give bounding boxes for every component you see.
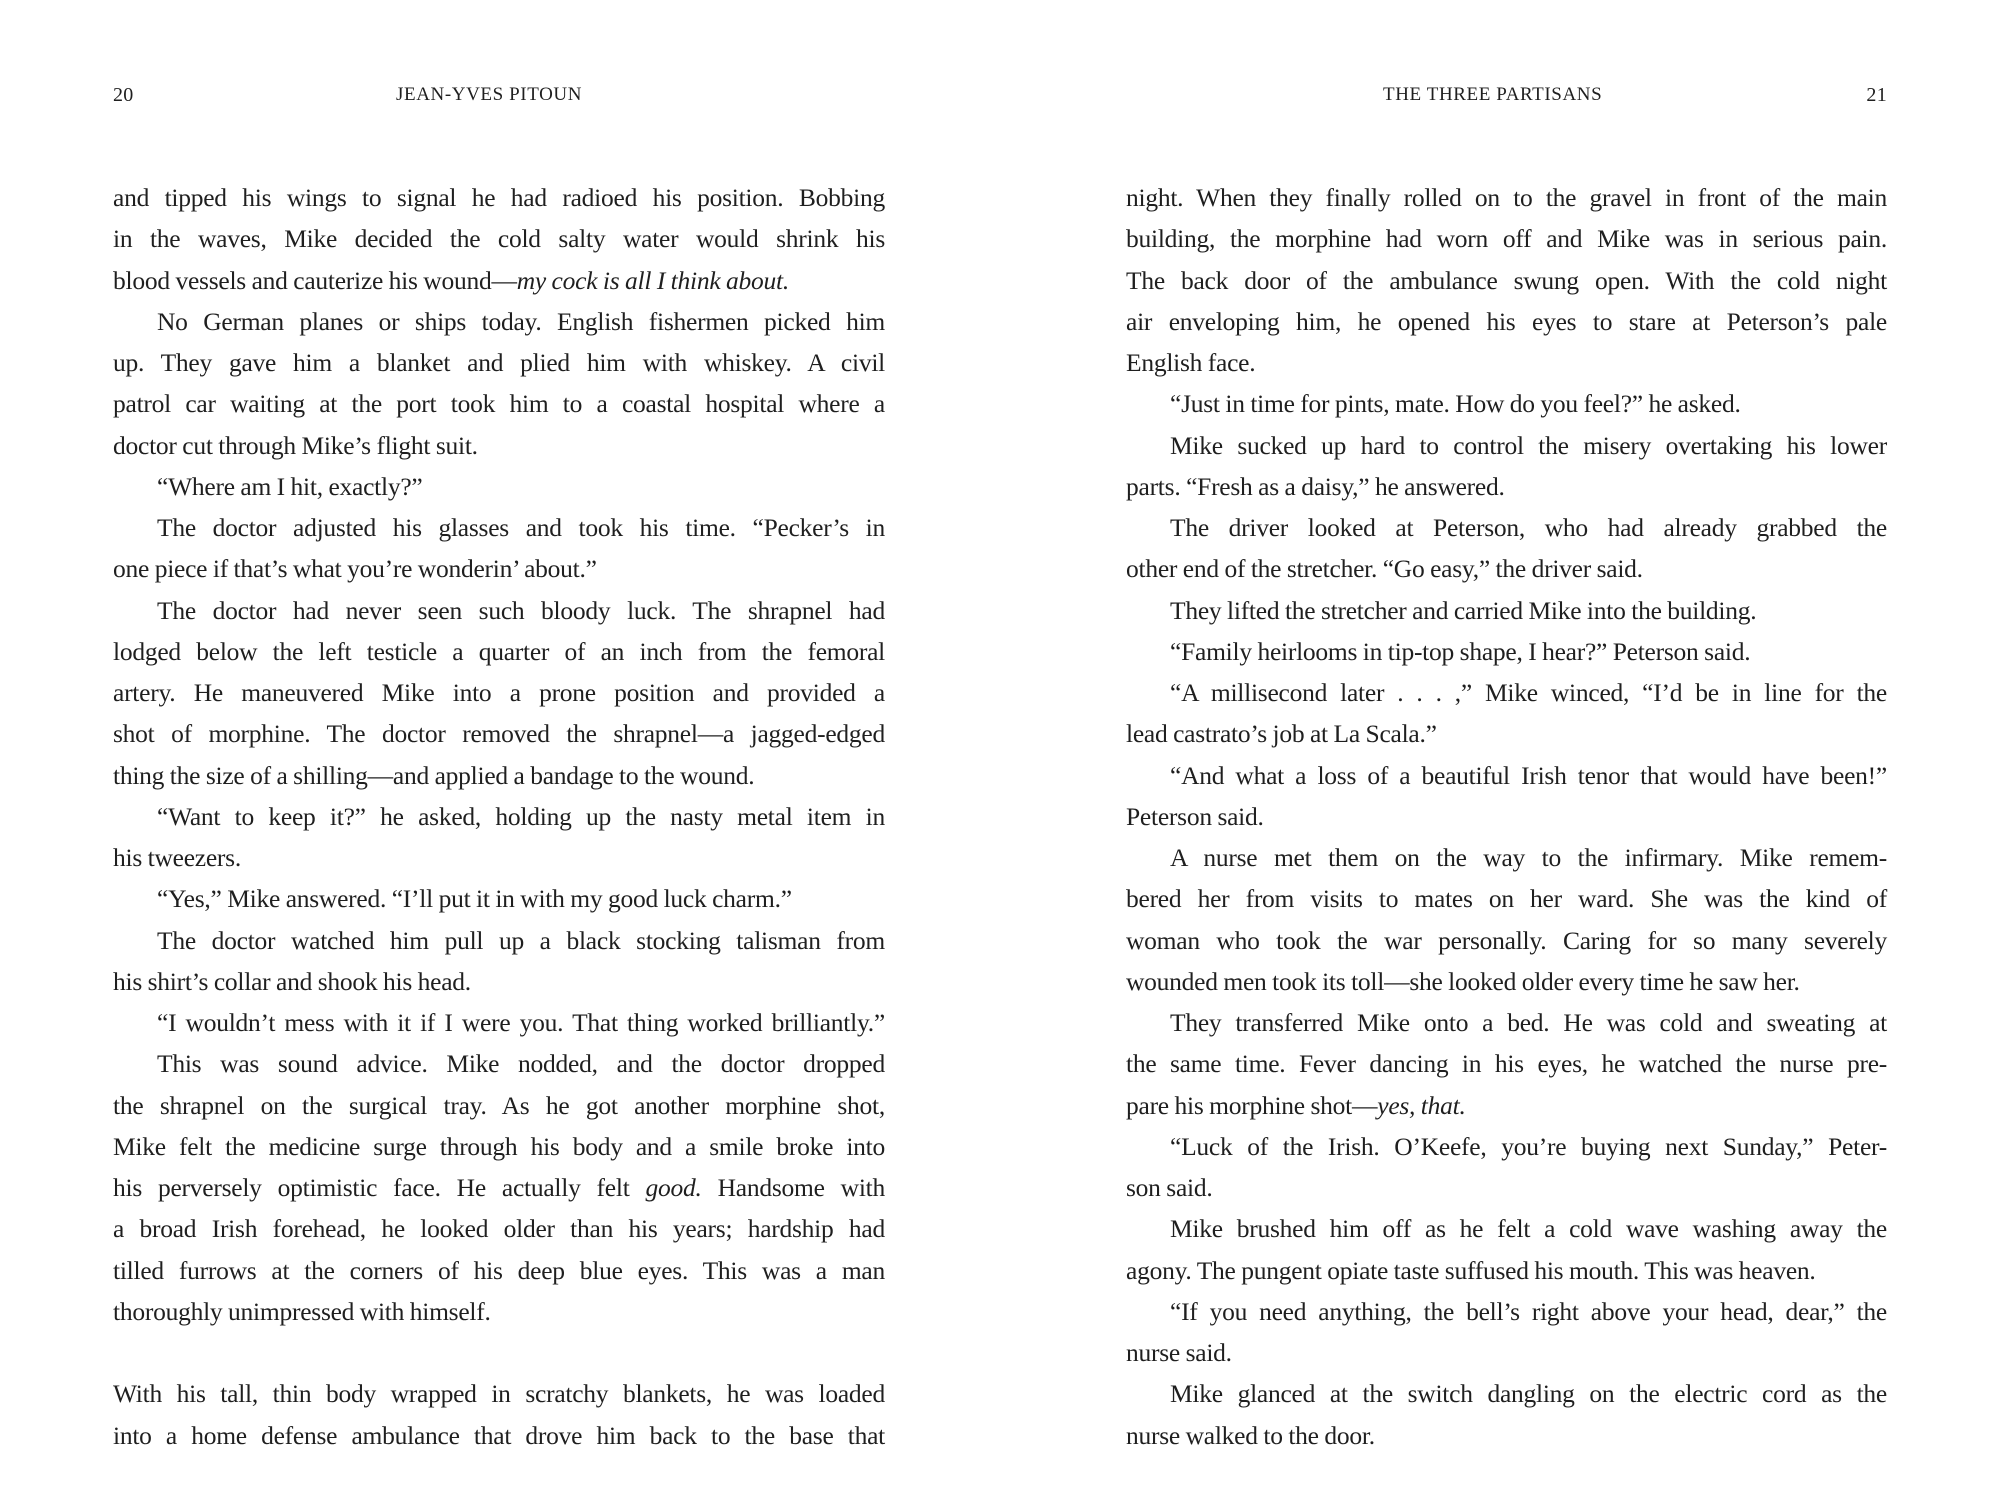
text-line xyxy=(113,1002,885,1043)
text-segment: “Family heirlooms in tip-top shape, I hear?” Peterson said. xyxy=(1170,636,1751,666)
text-line xyxy=(1126,507,1887,548)
text-segment: Mike brushed him off as he felt a cold wave washing away the xyxy=(1170,1214,1887,1244)
text-line xyxy=(113,713,885,754)
text-line xyxy=(1126,1043,1887,1084)
text-line xyxy=(1126,1415,1887,1456)
text-segment: thing the size of a shilling—and applied a bandage to the wound. xyxy=(113,760,755,790)
text-segment: The back door of the ambulance swung open. With the cold night xyxy=(1126,265,1887,295)
text-segment: Handsome with xyxy=(701,1173,885,1202)
text-segment: “Luck of the Irish. O’Keefe, you’re buying next Sunday,” Peter- xyxy=(1170,1131,1887,1161)
text-line xyxy=(113,1085,885,1126)
text-line xyxy=(113,920,885,961)
text-line xyxy=(113,425,885,466)
text-line xyxy=(1126,1208,1887,1249)
text-line xyxy=(113,1167,885,1208)
text-segment: wounded men took its toll—she looked older every time he saw her. xyxy=(1126,966,1800,996)
text-line xyxy=(1126,631,1887,672)
text-line xyxy=(1126,1002,1887,1043)
text-line xyxy=(113,260,885,301)
text-line xyxy=(113,548,885,589)
text-segment: They transferred Mike onto a bed. He was cold and sweating at xyxy=(1170,1008,1887,1037)
italic-text: good. xyxy=(645,1173,702,1202)
text-line xyxy=(113,1250,885,1291)
text-line xyxy=(1126,383,1887,424)
text-segment: lodged below the left testicle a quarter of an inch from the femoral xyxy=(113,636,885,666)
section-break xyxy=(113,1332,885,1373)
text-line xyxy=(1126,961,1887,1002)
text-line xyxy=(1126,920,1887,961)
text-segment: thoroughly unimpressed with himself. xyxy=(113,1296,491,1326)
text-segment: Mike glanced at the switch dangling on the electric cord as the xyxy=(1170,1379,1887,1409)
text-line xyxy=(113,961,885,1002)
text-line xyxy=(113,1373,885,1414)
text-segment: They lifted the stretcher and carried Mike into the building. xyxy=(1170,595,1757,625)
text-line xyxy=(1126,713,1887,754)
text-line xyxy=(113,507,885,548)
text-line xyxy=(113,631,885,672)
text-segment: artery. He maneuvered Mike into a prone position and provided a xyxy=(113,678,885,707)
text-line xyxy=(1126,755,1887,796)
text-segment: parts. “Fresh as a daisy,” he answered. xyxy=(1126,471,1505,501)
text-segment: night. When they finally rolled on to the gravel in front of the main xyxy=(1126,183,1887,212)
right-page-body xyxy=(1126,177,1887,1456)
text-segment: bered her from visits to mates on her ward. She was the kind of xyxy=(1126,884,1887,914)
text-segment: With his tall, thin body wrapped in scratchy blankets, he was loaded xyxy=(113,1379,885,1409)
text-segment: The driver looked at Peterson, who had already grabbed the xyxy=(1170,513,1887,542)
text-line xyxy=(1126,878,1887,919)
text-segment: nurse said. xyxy=(1126,1338,1232,1367)
text-segment: son said. xyxy=(1126,1173,1213,1202)
text-line xyxy=(1126,1126,1887,1167)
text-segment: “Want to keep it?” he asked, holding up the nasty metal item in xyxy=(157,801,885,831)
text-line xyxy=(1126,177,1887,218)
text-segment: Mike sucked up hard to control the misery overtaking his lower xyxy=(1170,430,1887,460)
text-segment: “If you need anything, the bell’s right above your head, dear,” the xyxy=(1170,1296,1887,1326)
text-line xyxy=(1126,260,1887,301)
text-line xyxy=(113,755,885,796)
text-segment: The doctor had never seen such bloody luck. The shrapnel had xyxy=(157,595,885,625)
author-name-header: JEAN-YVES PITOUN xyxy=(396,84,583,105)
text-line xyxy=(1126,590,1887,631)
text-line xyxy=(1126,425,1887,466)
text-line xyxy=(113,466,885,507)
text-segment: his perversely optimistic face. He actually felt xyxy=(113,1173,646,1202)
text-segment: “I wouldn’t mess with it if I were you. That thing worked brilliantly.” xyxy=(157,1008,885,1037)
text-line xyxy=(1126,548,1887,589)
text-segment: the shrapnel on the surgical tray. As he got another morphine shot, xyxy=(113,1090,885,1120)
text-segment: “Yes,” Mike answered. “I’ll put it in with my good luck charm.” xyxy=(157,884,792,914)
page-number: 21 xyxy=(1866,84,1887,106)
text-line xyxy=(1126,1250,1887,1291)
text-line xyxy=(1126,1373,1887,1414)
text-line xyxy=(113,837,885,878)
text-segment: “Just in time for pints, mate. How do you feel?” he asked. xyxy=(1170,389,1741,419)
book-title-header: THE THREE PARTISANS xyxy=(1383,84,1603,105)
text-line xyxy=(113,1291,885,1332)
italic-text: my cock is all I think about. xyxy=(516,265,790,295)
text-segment: one piece if that’s what you’re wonderin’ about.” xyxy=(113,554,597,584)
text-line xyxy=(113,218,885,259)
text-line xyxy=(1126,218,1887,259)
text-line xyxy=(113,1043,885,1084)
text-line xyxy=(113,1208,885,1249)
text-line xyxy=(1126,1291,1887,1332)
text-segment: “A millisecond later . . . ,” Mike winced, “I’d be in line for the xyxy=(1170,678,1887,707)
text-segment: “Where am I hit, exactly?” xyxy=(157,471,423,501)
text-segment: woman who took the war personally. Caring for so many severely xyxy=(1126,925,1887,955)
left-running-head xyxy=(113,84,885,110)
text-line xyxy=(1126,796,1887,837)
text-segment: the same time. Fever dancing in his eyes, he watched the nurse pre- xyxy=(1126,1049,1887,1079)
italic-text: yes, that. xyxy=(1377,1090,1466,1120)
text-line xyxy=(1126,1085,1887,1126)
text-line xyxy=(1126,1167,1887,1208)
text-line xyxy=(1126,466,1887,507)
text-segment: blood vessels and cauterize his wound— xyxy=(113,265,517,295)
text-segment: “And what a loss of a beautiful Irish tenor that would have been!” xyxy=(1170,760,1887,790)
text-segment: air enveloping him, he opened his eyes to stare at Peterson’s pale xyxy=(1126,306,1887,336)
text-segment: shot of morphine. The doctor removed the shrapnel—a jagged-edged xyxy=(113,719,885,749)
left-page xyxy=(113,0,885,1500)
text-segment: his tweezers. xyxy=(113,843,241,872)
text-line xyxy=(1126,342,1887,383)
text-segment: and tipped his wings to signal he had radioed his position. Bobbing xyxy=(113,183,885,212)
text-segment: doctor cut through Mike’s flight suit. xyxy=(113,430,478,460)
text-segment: pare his morphine shot— xyxy=(1126,1090,1378,1120)
text-segment: patrol car waiting at the port took him to a coastal hospital where a xyxy=(113,389,885,419)
text-line xyxy=(113,301,885,342)
text-segment: tilled furrows at the corners of his deep blue eyes. This was a man xyxy=(113,1255,885,1285)
text-segment: agony. The pungent opiate taste suffused his mouth. This was heaven. xyxy=(1126,1255,1816,1285)
text-line xyxy=(113,590,885,631)
text-line xyxy=(1126,837,1887,878)
text-segment: into a home defense ambulance that drove him back to the base that xyxy=(113,1420,885,1450)
text-line xyxy=(1126,301,1887,342)
text-segment: No German planes or ships today. English fishermen picked him xyxy=(157,306,885,336)
text-line xyxy=(1126,1332,1887,1373)
text-segment: lead castrato’s job at La Scala.” xyxy=(1126,719,1437,749)
text-segment: up. They gave him a blanket and plied him with whiskey. A civil xyxy=(113,348,885,377)
right-running-head xyxy=(1126,84,1887,110)
text-line xyxy=(113,796,885,837)
left-page-body xyxy=(113,177,885,1456)
text-line xyxy=(113,672,885,713)
text-segment: This was sound advice. Mike nodded, and the doctor dropped xyxy=(157,1049,885,1079)
text-segment: nurse walked to the door. xyxy=(1126,1420,1375,1450)
text-segment: Mike felt the medicine surge through his body and a smile broke into xyxy=(113,1131,885,1161)
text-segment: building, the morphine had worn off and Mike was in serious pain. xyxy=(1126,224,1887,254)
text-segment: A nurse met them on the way to the infirmary. Mike remem- xyxy=(1170,843,1887,872)
text-segment: The doctor adjusted his glasses and took his time. “Pecker’s in xyxy=(157,513,885,542)
right-page xyxy=(1126,0,1887,1500)
text-segment: a broad Irish forehead, he looked older than his years; hardship had xyxy=(113,1214,885,1244)
text-line xyxy=(113,878,885,919)
text-segment: his shirt’s collar and shook his head. xyxy=(113,966,471,996)
text-line xyxy=(113,342,885,383)
text-segment: other end of the stretcher. “Go easy,” the driver said. xyxy=(1126,554,1643,584)
text-segment: The doctor watched him pull up a black stocking talisman from xyxy=(157,925,885,955)
page-number: 20 xyxy=(113,84,134,106)
text-segment: Peterson said. xyxy=(1126,801,1264,831)
text-line xyxy=(113,177,885,218)
text-line xyxy=(113,1126,885,1167)
text-segment: in the waves, Mike decided the cold salty water would shrink his xyxy=(113,224,885,254)
text-line xyxy=(113,383,885,424)
text-line xyxy=(113,1415,885,1456)
text-line xyxy=(1126,672,1887,713)
text-segment: English face. xyxy=(1126,348,1256,377)
